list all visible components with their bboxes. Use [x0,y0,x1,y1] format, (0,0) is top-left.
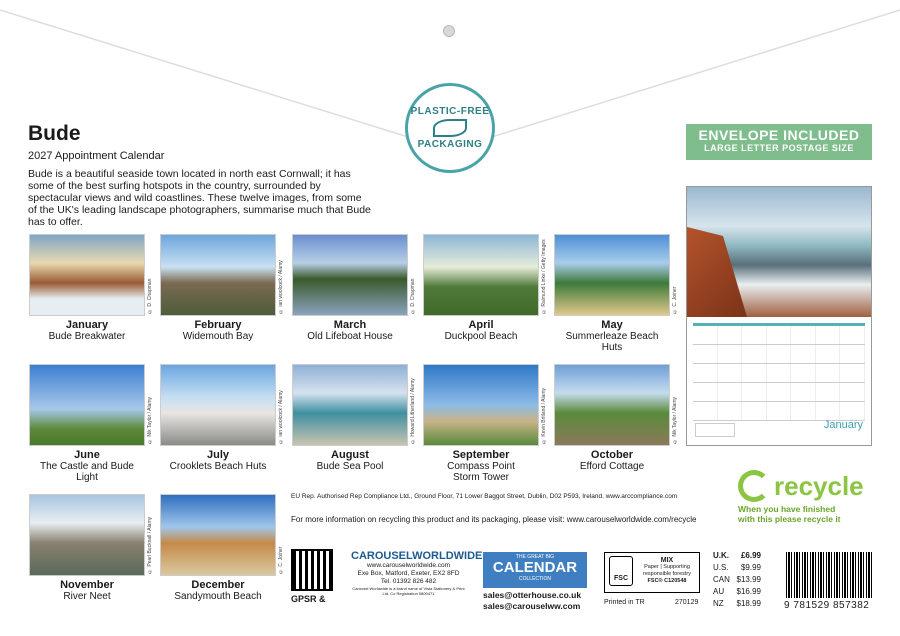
month-tile-february [160,234,284,342]
gpsr-label: GPSR & [291,594,326,604]
product-code: 270129 [675,599,699,606]
photo-credit: © D. Chapman [147,278,153,314]
badge-line1: PLASTIC-FREE [410,106,490,117]
envelope-banner [686,124,872,160]
photo-credit: © Raimund Linke / Getty Images [541,239,547,314]
month-photo [29,364,145,446]
photo-credit: © C. Joiner [278,546,284,574]
recycle-icon [738,470,770,502]
email-2: sales@carouselww.com [483,601,581,611]
month-photo [29,494,145,576]
carousel-name: CAROUSELWORLDWIDE [351,550,483,562]
leaf-icon [433,119,467,137]
month-photo [160,494,276,576]
month-photo [160,364,276,446]
month-tile-november [29,494,153,602]
month-caption: Summerleaze Beach Huts [565,331,659,353]
photo-credit: © ian woolcock / Alamy [278,390,284,444]
hanging-hole [443,25,455,37]
month-name: April [468,319,494,331]
photo-credit: © Nik Taylor / Alamy [147,396,153,444]
photo-credit: © C. Joiner [672,286,678,314]
month-caption: Bude Breakwater [48,331,126,342]
month-caption: Sandymouth Beach [174,591,262,602]
month-caption: Crooklets Beach Huts [169,461,267,472]
gbc-tag: COLLECTION [519,576,551,582]
month-photo [160,234,276,316]
recycle-line2: with this please recycle it [738,514,841,524]
month-caption: Compass Point Storm Tower [447,461,515,483]
cover-month: January [823,419,863,431]
fsc-mix: MIX [660,557,674,564]
gbc-small: THE GREAT BIG [515,554,555,560]
envelope-sub: LARGE LETTER POSTAGE SIZE [704,143,854,153]
photo-credit: © Pearl Bucknall / Alamy [147,516,153,574]
month-name: February [194,319,242,331]
carousel-fine: Carousel Worldwide is a brand name of Vista Stationery & Print Ltd. Co Registration 5800471 [352,586,465,596]
month-name: June [74,449,100,461]
gbc-big: CALENDAR [492,559,578,576]
calendar-cover-preview [686,186,872,446]
month-name: March [333,319,367,331]
month-tile-june [29,364,153,483]
badge-line2: PACKAGING [417,139,483,150]
month-tile-april [423,234,547,342]
barcode [786,552,872,598]
month-tile-october [554,364,678,472]
page-subtitle: 2027 Appointment Calendar [28,150,165,162]
month-tile-may [554,234,678,353]
month-name: September [452,449,510,461]
recycle-logo [738,470,864,524]
isbn: 9 781529 857382 [784,600,870,611]
month-tile-july [160,364,284,472]
month-photo [29,234,145,316]
price-row: CAN $13.99 [713,575,761,584]
qr-code [291,549,333,591]
month-name: May [601,319,623,331]
calendar-grid [693,323,865,419]
fsc-code: FSC® C120548 [647,578,687,584]
month-photo [554,364,670,446]
carousel-block [351,550,483,596]
price-row: U.K. £6.99 [713,551,761,560]
emails [483,590,581,612]
email-1: sales@otterhouse.co.uk [483,590,582,600]
fsc-label [604,552,700,593]
price-row: AU $16.99 [713,587,761,596]
photo-credit: © Howard Litherland / Alamy [410,378,416,444]
fsc-l3: responsible forestry [643,571,691,577]
recycle-line1: When you have finished [738,504,836,514]
month-tile-august [292,364,416,472]
month-caption: Bude Sea Pool [316,461,384,472]
month-caption: Widemouth Bay [182,331,254,342]
photo-credit: © D. Chapman [410,278,416,314]
page-title: Bude [28,122,81,145]
month-name: October [590,449,634,461]
photo-credit: © ian woolcock / Alamy [278,260,284,314]
month-caption: River Neet [63,591,111,602]
price-row: NZ $18.99 [713,599,761,608]
recycle-word: recycle [774,470,864,501]
fsc-l2: Paper | Supporting [644,564,690,570]
month-caption: The Castle and Bude Light [40,461,134,483]
plastic-free-badge [405,83,495,173]
description: Bude is a beautiful seaside town located in north east Cornwall; it has some of the best surfing hotspots in the country, surrounded by spectacular views and wild coastlines. These twelve images, from some of the UK's leading landscape photographers, summarise much that Bude has to offer. [28,168,371,228]
carousel-web: www.carouselworldwide.com [366,562,451,569]
month-tile-january [29,234,153,342]
month-name: December [191,579,245,591]
recycle-info: For more information on recycling this product and its packaging, please visit: www.carouselworldwide.com/recycle [291,515,697,524]
photo-credit: © Kevin Britland / Alamy [541,387,547,444]
carousel-tel: Tel. 01392 826 482 [380,578,437,585]
month-caption: Efford Cottage [579,461,645,472]
great-big-calendar-logo [483,552,587,588]
envelope-title: ENVELOPE INCLUDED [698,127,860,143]
price-row: U.S. $9.99 [713,563,761,572]
photo-credit: © Nik Taylor / Alamy [672,396,678,444]
month-caption: Duckpool Beach [444,331,518,342]
month-name: August [331,449,369,461]
eu-rep: EU Rep. Authorised Rep Compliance Ltd., Ground Floor, 71 Lower Baggot Street, Dublin, D02 P593, Ireland. www.arccompliance.com [291,493,678,500]
price-list [713,550,761,610]
fsc-tree-icon: FSC [609,556,633,586]
month-photo [423,364,539,446]
cover-photo [687,187,871,317]
mini-calendar [695,423,735,437]
month-photo [554,234,670,316]
printed-in: Printed in TR [604,599,645,606]
month-tile-september [423,364,547,483]
month-name: July [206,449,229,461]
month-photo [292,234,408,316]
month-name: November [60,579,114,591]
month-caption: Old Lifeboat House [307,331,393,342]
month-tile-december [160,494,284,602]
carousel-address: Exe Box, Matford, Exeter, EX2 8FD [357,570,460,577]
month-name: January [65,319,109,331]
month-tile-march [292,234,416,342]
month-photo [423,234,539,316]
month-photo [292,364,408,446]
